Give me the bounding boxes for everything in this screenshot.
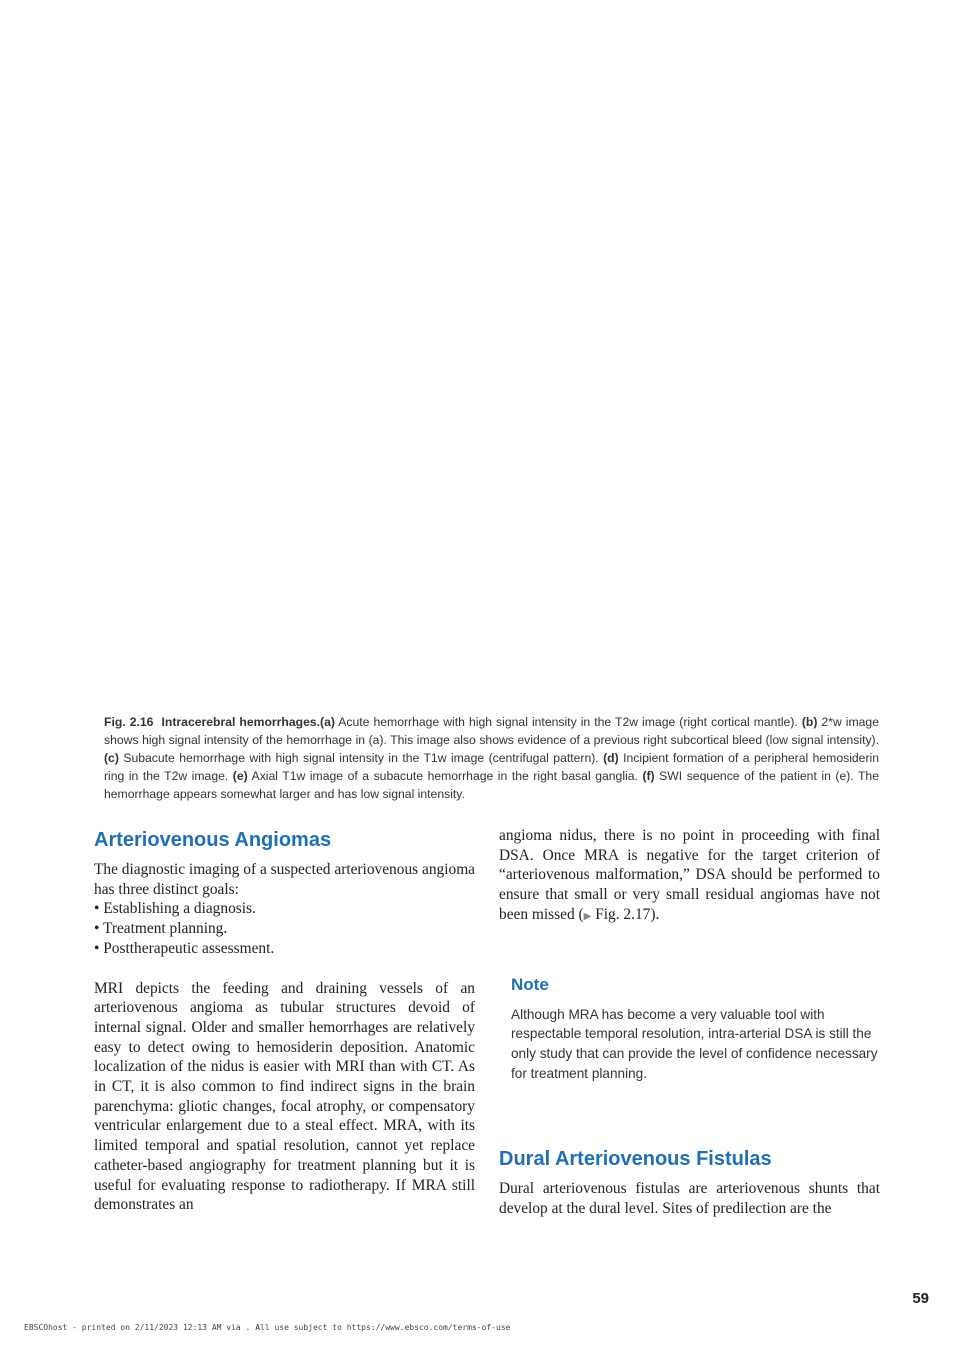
note-title: Note (511, 974, 549, 994)
para-end: ). (650, 905, 660, 923)
figure-image-area (95, 30, 880, 695)
caption-tag-b: (b) (801, 715, 818, 729)
caption-text-a: Acute hemorrhage with high signal intensity in the T2w image (right cortical mantle). (334, 715, 802, 729)
list-item: • Posttherapeutic assessment. (94, 939, 475, 959)
caption-tag-e: (e) (232, 769, 248, 783)
left-column (94, 826, 475, 1215)
figure-caption (104, 713, 879, 803)
figure-label: Fig. 2.16 (104, 715, 154, 729)
list-item: • Treatment planning. (94, 919, 475, 939)
caption-tag-c: (c) (104, 751, 119, 765)
note-box (499, 971, 880, 1084)
section-heading-av-angiomas: Arteriovenous Angiomas (94, 829, 332, 851)
continued-paragraph (499, 826, 880, 927)
note-text: Although MRA has become a very valuable tool with respectable temporal resolution, intra-arterial DSA is still the only study that can provide the level of confidence necessary for treatment planning. (511, 1006, 878, 1081)
caption-tag-f: (f) (642, 769, 655, 783)
caption-text-d: Incipient formation of a peripheral hemosiderin ring in the T2w image. (104, 751, 880, 783)
caption-text-c: Subacute hemorrhage with high signal intensity in the T1w image (centrifugal pattern). (118, 751, 604, 765)
caption-text-e: Axial T1w image of a subacute hemorrhage in the right basal ganglia. (247, 769, 643, 783)
caption-tag-a: (a) (320, 715, 335, 729)
right-column (499, 826, 880, 1219)
figure-reference-link[interactable]: Fig. 2.17 (591, 905, 651, 923)
footer-text: EBSCOhost - printed on 2/11/2023 12:13 AM via . All use subject to https://www.ebsco.com/terms-of-use (24, 1323, 511, 1332)
para-start: angioma nidus, there is no point in proceeding with final DSA. Once MRA is negative for the target criterion of “arteriovenous malformation,” DSA should be performed to ensure that small or very small residual angiomas have not been missed ( (499, 827, 880, 923)
caption-text-f: SWI sequence of the patient in (e). The hemorrhage appears somewhat larger and has low signal intensity. (104, 769, 879, 801)
caption-text-b: 2*w image shows high signal intensity of the hemorrhage in (a). This image also shows evidence of a previous right subcortical bleed (low signal intensity). (104, 715, 879, 747)
figure-title: Intracerebral hemorrhages. (161, 715, 321, 729)
goals-list (94, 899, 475, 958)
section-heading-dural-fistulas: Dural Arteriovenous Fistulas (499, 1148, 772, 1171)
mri-paragraph: MRI depicts the feeding and draining vessels of an arteriovenous angioma as tubular structures devoid of internal signal. Older and smaller hemorrhages are relatively easy to detect owing to hemosiderin deposition. Anatomic localization of the nidus is easier with MRI than with CT. As in CT, it is also common to find indirect signs in the brain parenchyma: gliotic changes, focal atrophy, or compensatory ventricular enlargement due to a steal effect. MRA, with its limited temporal and spatial resolution, cannot yet replace catheter-based angiography for treatment planning but it is useful for evaluating response to radiotherapy. If MRA still demonstrates an (94, 979, 475, 1214)
intro-paragraph: The diagnostic imaging of a suspected arteriovenous angioma has three distinct goals: (94, 861, 475, 898)
page-number: 59 (912, 1290, 929, 1307)
dural-paragraph: Dural arteriovenous fistulas are arteriovenous shunts that develop at the dural level. Sites of predilection are the (499, 1180, 880, 1218)
caption-tag-d: (d) (603, 751, 619, 765)
arrow-icon: ▶ (583, 910, 592, 922)
list-item: • Establishing a diagnosis. (94, 899, 475, 919)
